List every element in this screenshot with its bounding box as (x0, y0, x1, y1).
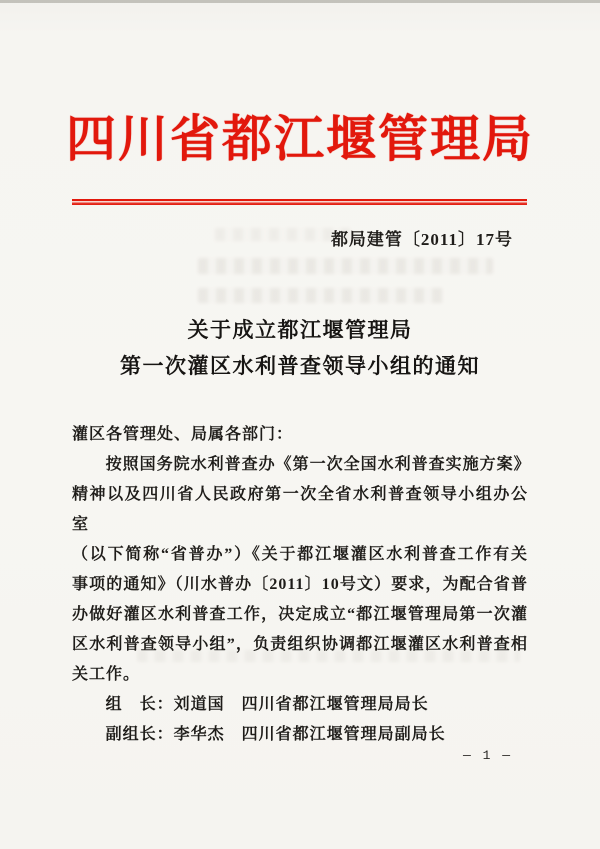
ink-bleedthrough-artifact (215, 228, 350, 241)
ink-bleedthrough-artifact (198, 258, 493, 274)
document-title (0, 312, 600, 384)
body-text-line: 关工作。 (72, 666, 141, 683)
body-text-line: 精神以及四川省人民政府第一次全省水利普查领导小组办公室 (72, 486, 528, 533)
body-leader-line: 组 长：刘道国 四川省都江堰管理局局长 (105, 696, 429, 713)
document-title-line-1: 关于成立都江堰管理局 (187, 318, 413, 342)
body-salutation-line: 灌区各管理处、局属各部门： (72, 426, 294, 443)
body-text-line: 办做好灌区水利普查工作，决定成立“都江堰管理局第一次灌 (72, 606, 528, 623)
letterhead-divider-line (72, 199, 527, 205)
body-text-line: 事项的通知》（川水普办〔2011〕10号文）要求，为配合省普 (72, 576, 528, 593)
body-text-line: 按照国务院水利普查办《第一次全国水利普查实施方案》 (105, 456, 531, 473)
body-deputy-leader-line: 副组长：李华杰 四川省都江堰管理局副局长 (105, 726, 446, 743)
document-reference-number: 都局建管〔2011〕17号 (330, 230, 513, 249)
letterhead-org-name: 四川省都江堰管理局 (66, 111, 534, 167)
page-number: — 1 — (462, 748, 512, 763)
document-body (72, 420, 531, 750)
document-title-line-2: 第一次灌区水利普查领导小组的通知 (120, 354, 480, 378)
ink-bleedthrough-artifact (198, 288, 443, 303)
body-text-line: （以下简称“省普办”）《关于都江堰灌区水利普查工作有关 (72, 546, 528, 563)
body-text-line: 区水利普查领导小组”，负责组织协调都江堰灌区水利普查相 (72, 636, 528, 653)
